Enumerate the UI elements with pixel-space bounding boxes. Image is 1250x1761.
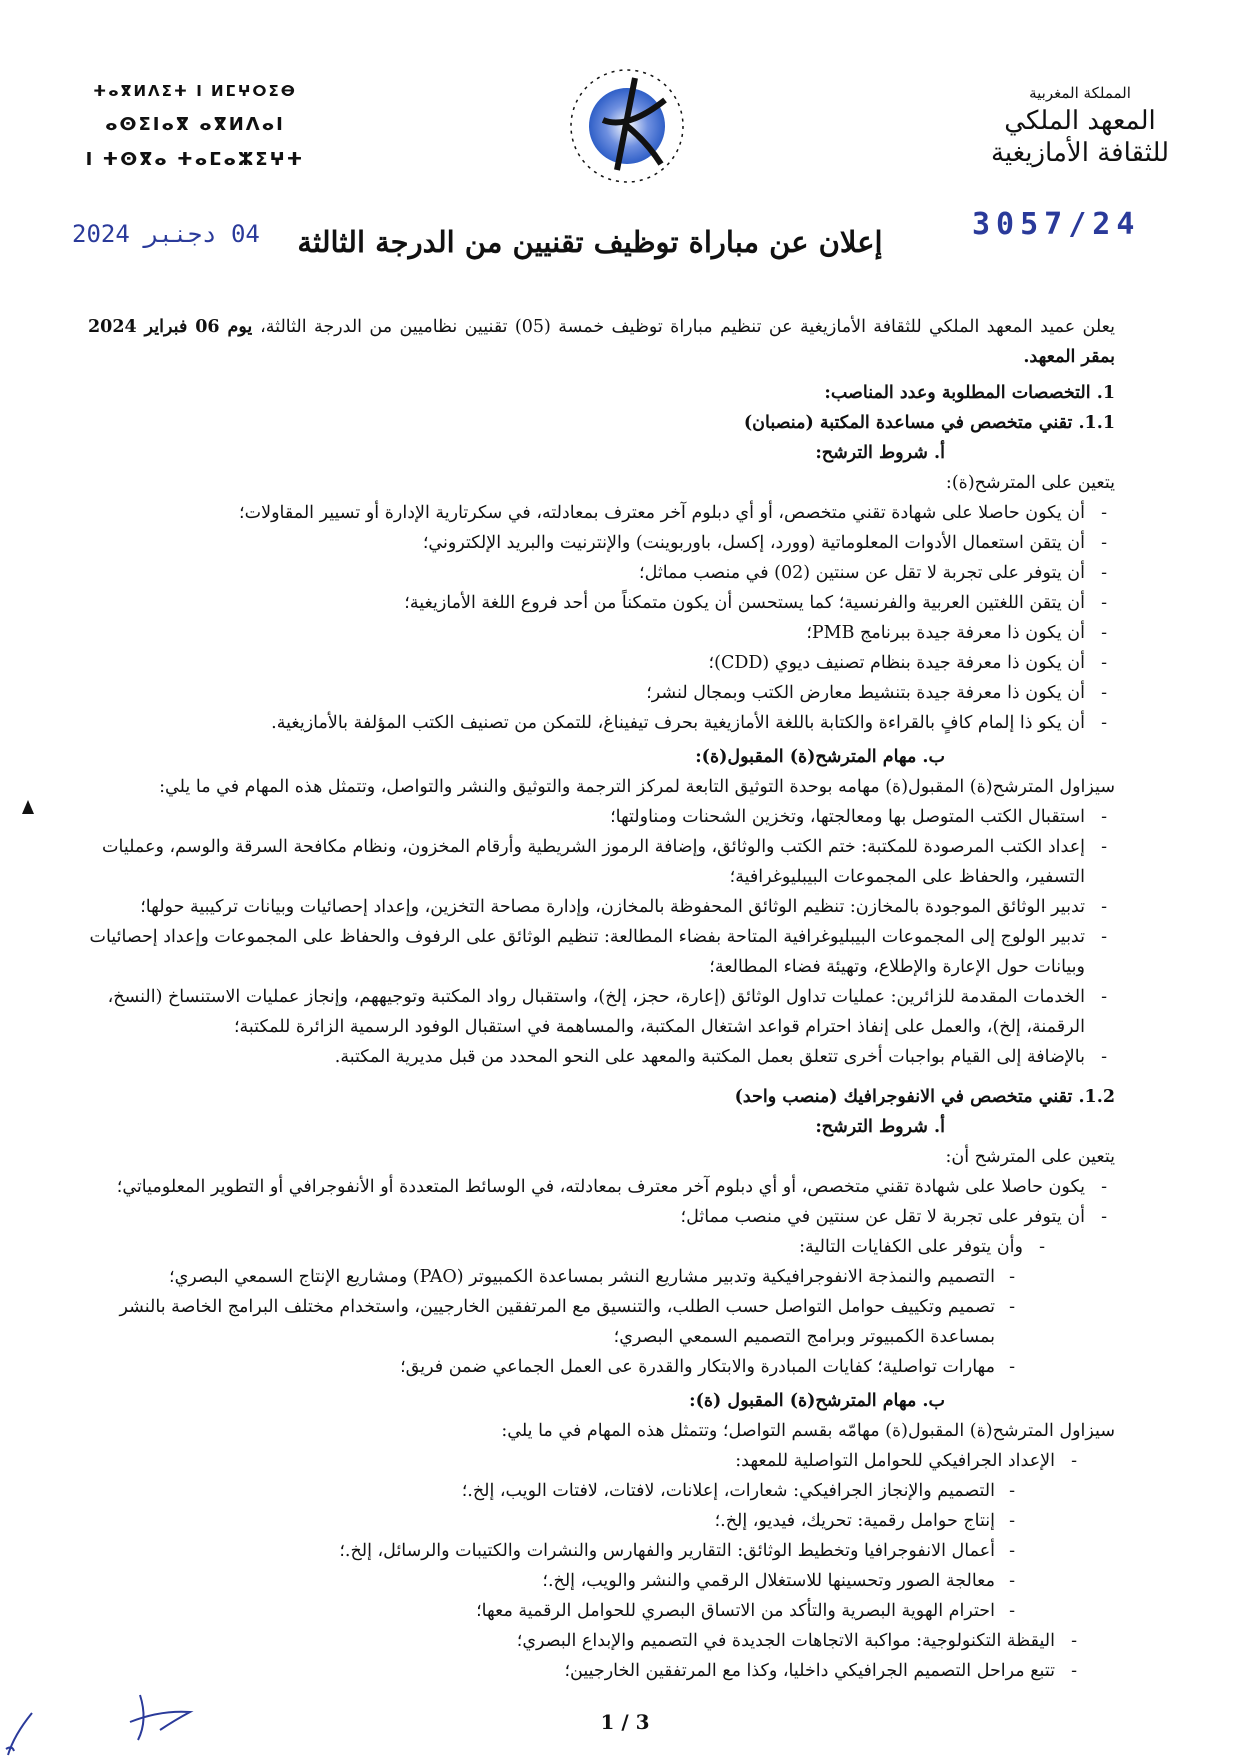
tifinagh-line-1: ⵜⴰⴳⵍⴷⵉⵜ ⵏ ⵍⵎⵖⵔⵉⴱ: [93, 82, 297, 100]
section-1-2-b-intro: سيزاول المترشح(ة) المقبول(ة) مهامّه بقسم التواصل؛ وتتمثل هذه المهام في ما يلي:: [501, 1421, 1115, 1441]
list-item: - الخدمات المقدمة للزائرين: عمليات تداول الوثائق (إعارة، حجز، إلخ)، واستقبال رواد المكتبة وتوجيههم، وإنجاز عمليات الاستنساخ (النسخ، الرقمنة، إلخ)، والعمل على إنفاذ احترام قواعد اشتغال المكتبة، والمساهمة في استقبال الوفود الرسمية الزائرة للمكتبة؛: [88, 982, 1115, 1042]
margin-arrow-icon: [22, 800, 34, 814]
section-1-1-b-intro: سيزاول المترشح(ة) المقبول(ة) مهامه بوحدة التوثيق التابعة لمركز الترجمة والتوثيق والنشر والتواصل، وتتمثل هذه المهام في ما يلي:: [159, 777, 1115, 797]
section-1-1-a-heading: أ. شروط الترشح:: [815, 443, 945, 463]
list-item: - أعمال الانفوجرافيا وتخطيط الوثائق: التقارير والفهارس والنشرات والكتيبات والرسائل، إلخ.؛: [88, 1536, 1115, 1566]
list-item: - أن يكون ذا معرفة جيدة ببرنامج PMB؛: [88, 618, 1115, 648]
intro-text: يعلن عميد المعهد الملكي للثقافة الأمازيغية عن تنظيم مباراة توظيف خمسة (05) تقنيين نظاميين من الدرجة الثالثة،: [260, 317, 1115, 337]
section-1-1-b-list: [88, 802, 1115, 1072]
section-1-2-skills-intro-list: [88, 1232, 1115, 1262]
list-item: - احترام الهوية البصرية والتأكد من الاتساق البصري للحوامل الرقمية معها؛: [88, 1596, 1115, 1626]
list-item: - التصميم والنمذجة الانفوجرافيكية وتدبير مشاريع النشر بمساعدة الكمبيوتر (PAO) ومشاريع الإنتاج السمعي البصري؛: [88, 1262, 1115, 1292]
tifinagh-line-2: ⴰⵙⵉⵏⴰⴳ ⴰⴳⵍⴷⴰⵏ: [105, 114, 285, 135]
header-kingdom: المملكة المغربية: [1029, 84, 1131, 102]
list-item: - يكون حاصلا على شهادة تقني متخصص، أو أي دبلوم آخر معترف بمعادلته، في الوسائط المتعددة أو الأنفوجرافي أو التطوير المعلومياتي؛: [88, 1172, 1115, 1202]
list-item: - أن يكون ذا معرفة جيدة بنظام تصنيف ديوي (CDD)؛: [88, 648, 1115, 678]
section-1-2-a-intro: يتعين على المترشح أن:: [945, 1147, 1115, 1167]
list-item: - مهارات تواصلية؛ كفايات المبادرة والابتكار والقدرة عى العمل الجماعي ضمن فريق؛: [88, 1352, 1115, 1382]
list-item: - تتبع مراحل التصميم الجرافيكي داخليا، وكذا مع المرتفقين الخارجيين؛: [88, 1656, 1085, 1686]
section-1-2-heading: 1.2. تقني متخصص في الانفوجرافيك (منصب واحد): [734, 1087, 1115, 1107]
section-1-heading: 1. التخصصات المطلوبة وعدد المناصب:: [824, 383, 1115, 403]
list-item: - أن يكون حاصلا على شهادة تقني متخصص، أو أي دبلوم آخر معترف بمعادلته، في سكرتارية الإدارة أو تسيير المقاولات؛: [88, 498, 1115, 528]
reference-number-stamp: 3057/24: [972, 207, 1141, 242]
header-arabic-block: [970, 84, 1190, 168]
list-item: - الإعداد الجرافيكي للحوامل التواصلية للمعهد:: [88, 1446, 1085, 1476]
section-1-2-b-tail-list: [88, 1626, 1115, 1686]
list-item: - أن يكو ذا إلمام كافٍ بالقراءة والكتابة باللغة الأمازيغية بحرف تيفيناغ، للتمكن من تصنيف الكتب المؤلفة بالأمازيغية.: [88, 708, 1115, 738]
list-item: - أن يتوفر على تجربة لا تقل عن سنتين (02) في منصب مماثل؛: [88, 558, 1115, 588]
page-number: 1 / 3: [600, 1710, 650, 1734]
list-item: - معالجة الصور وتحسينها للاستغلال الرقمي والنشر والويب، إلخ.؛: [88, 1566, 1115, 1596]
header-tifinagh-block: [70, 82, 320, 170]
intro-date-location: يوم 06 فبراير 2024 بمقر المعهد.: [88, 317, 1115, 367]
section-1-1-b-heading: ب. مهام المترشح(ة) المقبول(ة):: [695, 747, 945, 767]
header-institute: المعهد الملكي: [1004, 106, 1156, 136]
section-1-2-skills-list: [88, 1262, 1115, 1382]
handwritten-date: 04 دجنبر 2024: [72, 220, 260, 248]
logo-emblem-icon: [565, 60, 695, 190]
page-title: إعلان عن مباراة توظيف تقنيين من الدرجة الثالثة: [297, 225, 883, 259]
intro-paragraph: [88, 312, 1115, 372]
section-1-2-b-heading: ب. مهام المترشح(ة) المقبول (ة):: [689, 1391, 945, 1411]
list-item: - اليقظة التكنولوجية: مواكبة الاتجاهات الجديدة في التصميم والإبداع البصري؛: [88, 1626, 1085, 1656]
document-body: [88, 312, 1115, 1686]
list-item: - إعداد الكتب المرصودة للمكتبة: ختم الكتب والوثائق، وإضافة الرموز الشريطية وأرقام المخزون، ونظام مكافحة السرقة والوسم، وعمليات التسفير، والحفاظ على المجموعات البيبليوغرافية؛: [88, 832, 1115, 892]
institute-logo: [565, 60, 695, 190]
list-item: - التصميم والإنجاز الجرافيكي: شعارات، إعلانات، لافتات، لافتات الويب، إلخ.؛: [88, 1476, 1115, 1506]
list-item: - استقبال الكتب المتوصل بها ومعالجتها، وتخزين الشحنات ومناولتها؛: [88, 802, 1115, 832]
list-item: - أن يتقن اللغتين العربية والفرنسية؛ كما يستحسن أن يكون متمكناً من أحد فروع اللغة الأمازيغية؛: [88, 588, 1115, 618]
tifinagh-line-3: ⵏ ⵜⵙⴳⴰ ⵜⴰⵎⴰⵣⵉⵖⵜ: [85, 149, 305, 170]
section-1-2-a-list: [88, 1172, 1115, 1232]
section-1-1-heading: 1.1. تقني متخصص في مساعدة المكتبة (منصبان): [743, 413, 1115, 433]
section-1-2-a-heading: أ. شروط الترشح:: [815, 1117, 945, 1137]
section-1-2-b-list: [88, 1446, 1115, 1476]
list-item: - أن يتقن استعمال الأدوات المعلوماتية (وورد، إكسل، باوربوينت) والإنترنيت والبريد الإلكتروني؛: [88, 528, 1115, 558]
list-item: - تدبير الولوج إلى المجموعات البيبليوغرافية المتاحة بفضاء المطالعة: تنظيم الوثائق على الرفوف والحفاظ على المجموعات وإعداد إحصائيات وبيانات حول الإعارة والإطلاع، وتهيئة فضاء المطالعة؛: [88, 922, 1115, 982]
section-1-2-b-group-list: [88, 1476, 1115, 1626]
header-culture: للثقافة الأمازيغية: [990, 138, 1170, 168]
list-item: - بالإضافة إلى القيام بواجبات أخرى تتعلق بعمل المكتبة والمعهد على النحو المحدد من قبل مديرية المكتبة.: [88, 1042, 1115, 1072]
section-1-1-a-list: [88, 498, 1115, 738]
list-item: - أن يتوفر على تجربة لا تقل عن سنتين في منصب مماثل؛: [88, 1202, 1115, 1232]
list-item: - تدبير الوثائق الموجودة بالمخازن: تنظيم الوثائق المحفوظة بالمخازن، وإدارة مصاحة التخزين، وإعداد إحصائيات وبيانات تركيبية حولها؛: [88, 892, 1115, 922]
list-item: - تصميم وتكييف حوامل التواصل حسب الطلب، والتنسيق مع المرتفقين الخارجيين، واستخدام مختلف البرامج الخاصة بالنشر بمساعدة الكمبيوتر وبرامج التصميم السمعي البصري؛: [88, 1292, 1115, 1352]
list-item: - أن يكون ذا معرفة جيدة بتنشيط معارض الكتب وبمجال لنشر؛: [88, 678, 1115, 708]
list-item: - وأن يتوفر على الكفايات التالية:: [88, 1232, 1115, 1262]
section-1-1-a-intro: يتعين على المترشح(ة):: [945, 473, 1115, 493]
list-item: - إنتاج حوامل رقمية: تحريك، فيديو، إلخ.؛: [88, 1506, 1115, 1536]
